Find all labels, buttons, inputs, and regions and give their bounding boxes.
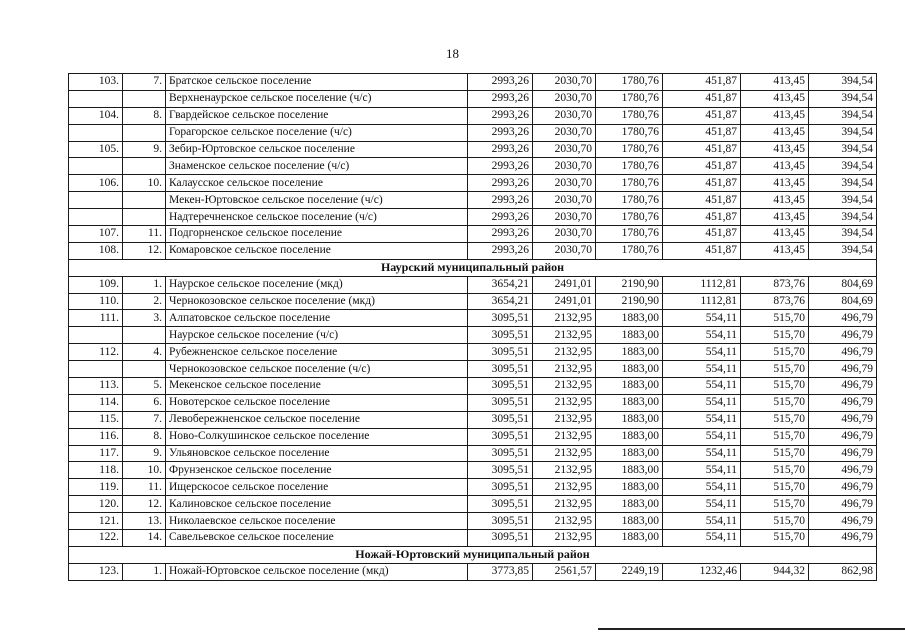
settlement-name: Гвардейское сельское поселение [166,107,468,124]
row-number [69,209,123,226]
value-cell: 394,54 [809,90,877,107]
settlement-name: Братское сельское поселение [166,74,468,91]
settlement-name: Алпатовское сельское поселение [166,310,468,327]
value-cell: 515,70 [741,411,809,428]
value-cell: 451,87 [663,107,741,124]
value-cell: 394,54 [809,192,877,209]
value-cell: 496,79 [809,310,877,327]
value-cell: 515,70 [741,344,809,361]
district-number [123,90,166,107]
settlement-name: Наурское сельское поселение (ч/с) [166,327,468,344]
table-row [69,563,877,580]
table-row [69,530,877,547]
value-cell: 3654,21 [468,276,533,293]
row-number: 120. [69,496,123,513]
table-row [69,479,877,496]
table-row [69,242,877,259]
value-cell: 515,70 [741,378,809,395]
district-number: 9. [123,445,166,462]
value-cell: 496,79 [809,445,877,462]
value-cell: 2190,90 [596,276,663,293]
value-cell: 2132,95 [533,462,596,479]
value-cell: 554,11 [663,513,741,530]
value-cell: 515,70 [741,394,809,411]
value-cell: 1112,81 [663,293,741,310]
value-cell: 413,45 [741,242,809,259]
district-number: 7. [123,411,166,428]
value-cell: 496,79 [809,479,877,496]
value-cell: 3095,51 [468,394,533,411]
table-row [69,428,877,445]
value-cell: 2132,95 [533,411,596,428]
value-cell: 3654,21 [468,293,533,310]
settlement-name: Чернокозовское сельское поселение (мкд) [166,293,468,310]
table-row [69,513,877,530]
value-cell: 2030,70 [533,242,596,259]
value-cell: 3095,51 [468,479,533,496]
value-cell: 496,79 [809,411,877,428]
value-cell: 1883,00 [596,479,663,496]
value-cell: 3095,51 [468,445,533,462]
settlement-name: Чернокозовское сельское поселение (ч/с) [166,361,468,378]
value-cell: 554,11 [663,378,741,395]
table-row [69,310,877,327]
value-cell: 3095,51 [468,310,533,327]
value-cell: 496,79 [809,530,877,547]
value-cell: 554,11 [663,327,741,344]
value-cell: 496,79 [809,394,877,411]
value-cell: 413,45 [741,107,809,124]
value-cell: 394,54 [809,175,877,192]
table-row [69,411,877,428]
row-number: 107. [69,226,123,243]
value-cell: 496,79 [809,361,877,378]
page-number: 18 [446,46,459,61]
value-cell: 394,54 [809,141,877,158]
district-number: 11. [123,226,166,243]
settlement-name: Левобережненское сельское поселение [166,411,468,428]
settlement-name: Комаровское сельское поселение [166,242,468,259]
value-cell: 451,87 [663,124,741,141]
value-cell: 554,11 [663,411,741,428]
row-number: 115. [69,411,123,428]
value-cell: 2030,70 [533,192,596,209]
settlement-name: Зебир-Юртовское сельское поселение [166,141,468,158]
value-cell: 2030,70 [533,141,596,158]
district-number: 10. [123,175,166,192]
settlement-name: Знаменское сельское поселение (ч/с) [166,158,468,175]
row-number [69,158,123,175]
value-cell: 1883,00 [596,394,663,411]
value-cell: 2030,70 [533,175,596,192]
row-number: 122. [69,530,123,547]
value-cell: 2993,26 [468,141,533,158]
value-cell: 515,70 [741,361,809,378]
value-cell: 1780,76 [596,90,663,107]
value-cell: 2132,95 [533,378,596,395]
value-cell: 804,69 [809,276,877,293]
value-cell: 394,54 [809,226,877,243]
value-cell: 2030,70 [533,90,596,107]
value-cell: 2249,19 [596,563,663,580]
table-row [69,344,877,361]
table-row [69,327,877,344]
value-cell: 451,87 [663,242,741,259]
value-cell: 394,54 [809,209,877,226]
row-number: 123. [69,563,123,580]
value-cell: 554,11 [663,361,741,378]
district-number [123,209,166,226]
district-number [123,124,166,141]
row-number [69,90,123,107]
table-row [69,378,877,395]
table-row [69,192,877,209]
table-row [69,158,877,175]
value-cell: 515,70 [741,310,809,327]
row-number: 118. [69,462,123,479]
value-cell: 554,11 [663,479,741,496]
row-number: 116. [69,428,123,445]
row-number: 112. [69,344,123,361]
value-cell: 3095,51 [468,344,533,361]
value-cell: 554,11 [663,344,741,361]
value-cell: 1780,76 [596,107,663,124]
district-number: 11. [123,479,166,496]
value-cell: 2030,70 [533,209,596,226]
value-cell: 515,70 [741,496,809,513]
section-header-row [69,259,877,276]
value-cell: 413,45 [741,74,809,91]
row-number: 117. [69,445,123,462]
value-cell: 554,11 [663,428,741,445]
row-number: 103. [69,74,123,91]
value-cell: 3095,51 [468,513,533,530]
value-cell: 413,45 [741,192,809,209]
settlement-name: Фрунзенское сельское поселение [166,462,468,479]
value-cell: 2491,01 [533,293,596,310]
value-cell: 554,11 [663,445,741,462]
value-cell: 451,87 [663,226,741,243]
settlement-name: Ищерскосое сельское поселение [166,479,468,496]
row-number [69,327,123,344]
value-cell: 3095,51 [468,530,533,547]
section-header-row [69,546,877,563]
value-cell: 1780,76 [596,192,663,209]
value-cell: 2993,26 [468,90,533,107]
value-cell: 1780,76 [596,242,663,259]
value-cell: 873,76 [741,276,809,293]
district-number: 9. [123,141,166,158]
district-number: 3. [123,310,166,327]
settlement-name: Калиновское сельское поселение [166,496,468,513]
value-cell: 2993,26 [468,124,533,141]
value-cell: 1883,00 [596,361,663,378]
value-cell: 515,70 [741,479,809,496]
table-row [69,175,877,192]
district-number: 8. [123,107,166,124]
value-cell: 554,11 [663,496,741,513]
value-cell: 413,45 [741,90,809,107]
value-cell: 2030,70 [533,107,596,124]
value-cell: 413,45 [741,175,809,192]
value-cell: 413,45 [741,226,809,243]
value-cell: 496,79 [809,327,877,344]
table-row [69,107,877,124]
value-cell: 2561,57 [533,563,596,580]
row-number: 108. [69,242,123,259]
value-cell: 554,11 [663,462,741,479]
section-title: Наурский муниципальный район [69,259,877,276]
value-cell: 496,79 [809,496,877,513]
value-cell: 2190,90 [596,293,663,310]
value-cell: 3095,51 [468,428,533,445]
settlement-name: Николаевское сельское поселение [166,513,468,530]
district-number: 14. [123,530,166,547]
district-number: 5. [123,378,166,395]
value-cell: 2030,70 [533,226,596,243]
value-cell: 2993,26 [468,74,533,91]
value-cell: 394,54 [809,158,877,175]
value-cell: 515,70 [741,327,809,344]
value-cell: 1780,76 [596,209,663,226]
settlement-name: Мекенское сельское поселение [166,378,468,395]
table-row [69,361,877,378]
value-cell: 2993,26 [468,192,533,209]
value-cell: 862,98 [809,563,877,580]
district-number [123,361,166,378]
value-cell: 2132,95 [533,327,596,344]
row-number [69,361,123,378]
row-number: 106. [69,175,123,192]
row-number [69,192,123,209]
value-cell: 1780,76 [596,124,663,141]
value-cell: 1883,00 [596,496,663,513]
value-cell: 2993,26 [468,242,533,259]
value-cell: 2132,95 [533,530,596,547]
table-row [69,276,877,293]
value-cell: 2993,26 [468,209,533,226]
table-row [69,141,877,158]
settlement-name: Горагорское сельское поселение (ч/с) [166,124,468,141]
table-row [69,90,877,107]
settlement-name: Ново-Солкушинское сельское поселение [166,428,468,445]
settlement-name: Мекен-Юртовское сельское поселение (ч/с) [166,192,468,209]
value-cell: 3095,51 [468,496,533,513]
district-number: 10. [123,462,166,479]
district-number: 4. [123,344,166,361]
value-cell: 451,87 [663,192,741,209]
value-cell: 2132,95 [533,445,596,462]
value-cell: 2030,70 [533,124,596,141]
table-body [69,74,877,581]
district-number: 12. [123,242,166,259]
row-number [69,124,123,141]
value-cell: 394,54 [809,124,877,141]
value-cell: 2132,95 [533,428,596,445]
settlement-name: Надтеречненское сельское поселение (ч/с) [166,209,468,226]
value-cell: 1883,00 [596,445,663,462]
value-cell: 1883,00 [596,411,663,428]
value-cell: 1780,76 [596,226,663,243]
value-cell: 394,54 [809,107,877,124]
value-cell: 1883,00 [596,428,663,445]
row-number: 119. [69,479,123,496]
value-cell: 1883,00 [596,513,663,530]
value-cell: 413,45 [741,124,809,141]
settlement-name: Рубежненское сельское поселение [166,344,468,361]
table-row [69,74,877,91]
value-cell: 2993,26 [468,158,533,175]
value-cell: 2993,26 [468,226,533,243]
district-number: 1. [123,276,166,293]
value-cell: 496,79 [809,378,877,395]
row-number: 110. [69,293,123,310]
settlement-name: Наурское сельское поселение (мкд) [166,276,468,293]
value-cell: 3095,51 [468,462,533,479]
value-cell: 496,79 [809,344,877,361]
value-cell: 1112,81 [663,276,741,293]
value-cell: 496,79 [809,428,877,445]
value-cell: 3095,51 [468,411,533,428]
value-cell: 515,70 [741,513,809,530]
value-cell: 2132,95 [533,479,596,496]
value-cell: 2132,95 [533,310,596,327]
value-cell: 2132,95 [533,394,596,411]
value-cell: 873,76 [741,293,809,310]
table-row [69,293,877,310]
value-cell: 2132,95 [533,513,596,530]
value-cell: 2132,95 [533,496,596,513]
value-cell: 1883,00 [596,378,663,395]
value-cell: 944,32 [741,563,809,580]
value-cell: 554,11 [663,530,741,547]
value-cell: 413,45 [741,158,809,175]
district-number: 6. [123,394,166,411]
table-row [69,496,877,513]
value-cell: 3773,85 [468,563,533,580]
tariff-table [68,73,877,581]
value-cell: 2132,95 [533,344,596,361]
value-cell: 3095,51 [468,327,533,344]
settlement-name: Новотерское сельское поселение [166,394,468,411]
settlement-name: Калаусское сельское поселение [166,175,468,192]
value-cell: 2993,26 [468,175,533,192]
value-cell: 554,11 [663,394,741,411]
value-cell: 413,45 [741,141,809,158]
value-cell: 394,54 [809,242,877,259]
value-cell: 1883,00 [596,462,663,479]
value-cell: 1883,00 [596,344,663,361]
value-cell: 1780,76 [596,74,663,91]
value-cell: 515,70 [741,445,809,462]
value-cell: 1232,46 [663,563,741,580]
district-number: 7. [123,74,166,91]
value-cell: 451,87 [663,175,741,192]
value-cell: 515,70 [741,462,809,479]
table-row [69,462,877,479]
district-number [123,158,166,175]
value-cell: 2030,70 [533,74,596,91]
district-number [123,327,166,344]
value-cell: 496,79 [809,513,877,530]
settlement-name: Верхненаурское сельское поселение (ч/с) [166,90,468,107]
table-row [69,226,877,243]
settlement-name: Савельевское сельское поселение [166,530,468,547]
value-cell: 451,87 [663,74,741,91]
value-cell: 554,11 [663,310,741,327]
value-cell: 1780,76 [596,175,663,192]
value-cell: 2993,26 [468,107,533,124]
value-cell: 451,87 [663,90,741,107]
value-cell: 1883,00 [596,530,663,547]
section-title: Ножай-Юртовский муниципальный район [69,546,877,563]
value-cell: 451,87 [663,158,741,175]
value-cell: 394,54 [809,74,877,91]
value-cell: 2030,70 [533,158,596,175]
value-cell: 3095,51 [468,361,533,378]
value-cell: 1780,76 [596,141,663,158]
table-row [69,445,877,462]
row-number: 104. [69,107,123,124]
value-cell: 515,70 [741,428,809,445]
district-number: 13. [123,513,166,530]
settlement-name: Ульяновское сельское поселение [166,445,468,462]
table-row [69,209,877,226]
value-cell: 451,87 [663,141,741,158]
value-cell: 2132,95 [533,361,596,378]
value-cell: 3095,51 [468,378,533,395]
district-number: 12. [123,496,166,513]
district-number: 8. [123,428,166,445]
table-row [69,124,877,141]
table-row [69,394,877,411]
row-number: 111. [69,310,123,327]
district-number [123,192,166,209]
value-cell: 496,79 [809,462,877,479]
value-cell: 1883,00 [596,310,663,327]
row-number: 114. [69,394,123,411]
district-number: 2. [123,293,166,310]
value-cell: 1883,00 [596,327,663,344]
row-number: 113. [69,378,123,395]
value-cell: 515,70 [741,530,809,547]
row-number: 121. [69,513,123,530]
row-number: 105. [69,141,123,158]
value-cell: 413,45 [741,209,809,226]
row-number: 109. [69,276,123,293]
settlement-name: Ножай-Юртовское сельское поселение (мкд) [166,563,468,580]
settlement-name: Подгорненское сельское поселение [166,226,468,243]
value-cell: 1780,76 [596,158,663,175]
value-cell: 451,87 [663,209,741,226]
value-cell: 804,69 [809,293,877,310]
value-cell: 2491,01 [533,276,596,293]
district-number: 1. [123,563,166,580]
